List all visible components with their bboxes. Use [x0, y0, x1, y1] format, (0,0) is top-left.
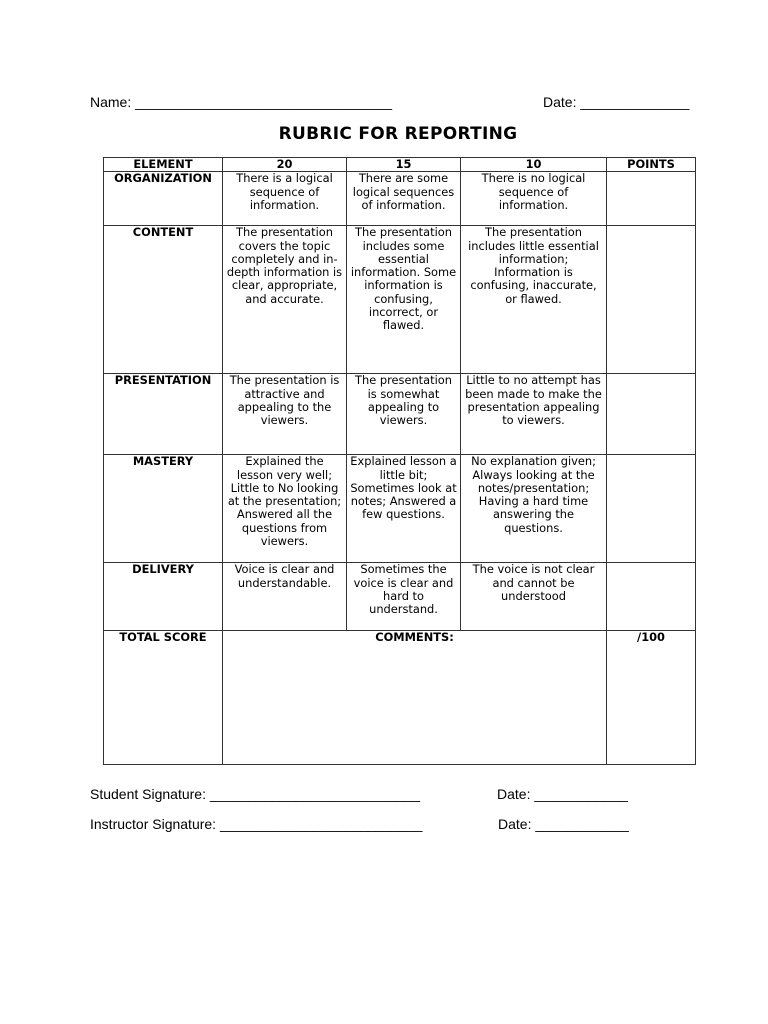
criteria-15: There are some logical sequences of information.	[347, 172, 461, 226]
name-field[interactable]: Name: _________________________________	[90, 94, 393, 110]
table-row	[104, 374, 696, 455]
table-row	[104, 563, 696, 631]
total-out-of[interactable]: /100	[607, 631, 696, 765]
instructor-signature-field[interactable]: Instructor Signature: __________________________	[90, 816, 423, 832]
criteria-10: Little to no attempt has been made to make the presentation appealing to viewers.	[461, 374, 607, 455]
criteria-20: Voice is clear and understandable.	[223, 563, 347, 631]
criteria-10: No explanation given; Always looking at the notes/presentation; Having a hard time answering the questions.	[461, 455, 607, 563]
points-cell[interactable]	[607, 563, 696, 631]
criteria-15: The presentation includes some essential information. Some information is confusing, incorrect, or flawed.	[347, 226, 461, 374]
criteria-15: Explained lesson a little bit; Sometimes look at notes; Answered a few questions.	[347, 455, 461, 563]
header-row	[104, 158, 696, 172]
student-date-field[interactable]: Date: ____________	[497, 786, 628, 802]
row-element-label: ORGANIZATION	[104, 172, 223, 226]
criteria-15: The presentation is somewhat appealing to viewers.	[347, 374, 461, 455]
column-header-20: 20	[223, 158, 347, 172]
points-cell[interactable]	[607, 374, 696, 455]
table-row	[104, 226, 696, 374]
row-element-label: MASTERY	[104, 455, 223, 563]
criteria-10: The presentation includes little essential information; Information is confusing, inaccurate, or flawed.	[461, 226, 607, 374]
table-row	[104, 455, 696, 563]
points-cell[interactable]	[607, 455, 696, 563]
date-field[interactable]: Date: ______________	[543, 94, 690, 110]
row-element-label: DELIVERY	[104, 563, 223, 631]
row-element-label: CONTENT	[104, 226, 223, 374]
criteria-20: There is a logical sequence of information.	[223, 172, 347, 226]
column-header-15: 15	[347, 158, 461, 172]
column-header-10: 10	[461, 158, 607, 172]
criteria-10: There is no logical sequence of information.	[461, 172, 607, 226]
student-signature-field[interactable]: Student Signature: ___________________________	[90, 786, 421, 802]
criteria-20: The presentation is attractive and appealing to the viewers.	[223, 374, 347, 455]
table-row	[104, 172, 696, 226]
criteria-20: The presentation covers the topic completely and in-depth information is clear, appropriate, and accurate.	[223, 226, 347, 374]
rubric-table	[103, 157, 696, 765]
comments-field[interactable]: COMMENTS:	[223, 631, 607, 765]
column-header-points: POINTS	[607, 158, 696, 172]
column-header-element: ELEMENT	[104, 158, 223, 172]
criteria-15: Sometimes the voice is clear and hard to understand.	[347, 563, 461, 631]
criteria-20: Explained the lesson very well; Little to No looking at the presentation; Answered all the questions from viewers.	[223, 455, 347, 563]
total-score-label: TOTAL SCORE	[104, 631, 223, 765]
criteria-10: The voice is not clear and cannot be understood	[461, 563, 607, 631]
points-cell[interactable]	[607, 226, 696, 374]
points-cell[interactable]	[607, 172, 696, 226]
row-element-label: PRESENTATION	[104, 374, 223, 455]
instructor-date-field[interactable]: Date: ____________	[498, 816, 629, 832]
total-row	[104, 631, 696, 765]
page-title: RUBRIC FOR REPORTING	[278, 124, 518, 144]
